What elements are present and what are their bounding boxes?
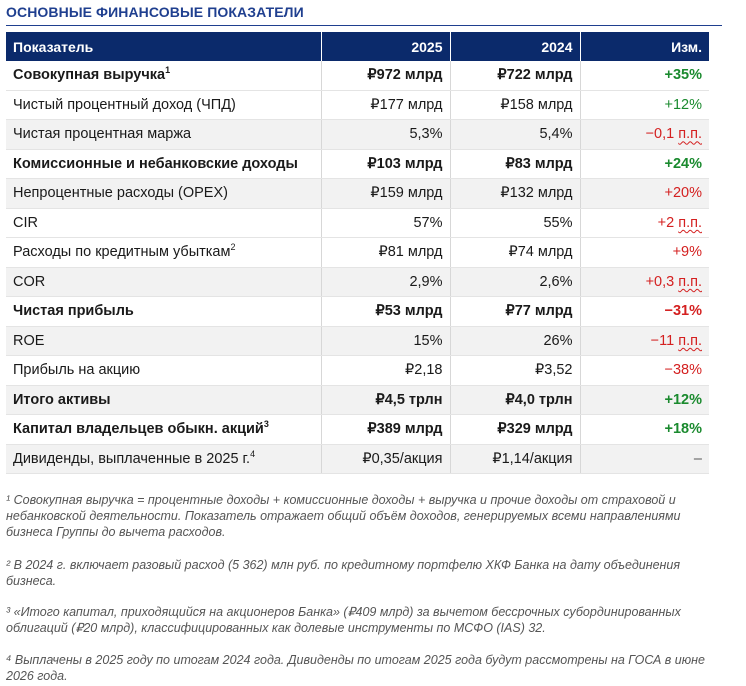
value-2024: ₽1,14/акция — [450, 444, 580, 474]
row-label — [6, 238, 321, 268]
value-2024: 55% — [450, 208, 580, 238]
change-value — [580, 297, 709, 327]
row-label — [6, 326, 321, 356]
value-2024: ₽4,0 трлн — [450, 385, 580, 415]
row-label-text: Прибыль на акцию — [13, 362, 141, 379]
change-number: −11 — [650, 332, 679, 349]
table-row — [6, 415, 709, 445]
change-number: +0,3 — [645, 273, 679, 290]
change-number: +18% — [664, 421, 702, 438]
table-row — [6, 385, 709, 415]
footnote-4: ⁴ Выплачены в 2025 году по итогам 2024 года. Дивиденды по итогам 2025 года будут рассмотрены на ГОСА в июне 2026 года. — [6, 653, 705, 683]
change-number: – — [693, 450, 702, 467]
footnote-marker: 1 — [165, 65, 171, 76]
change-number: +2 — [657, 214, 679, 231]
row-label — [6, 415, 321, 445]
row-label — [6, 179, 321, 209]
section-title: ОСНОВНЫЕ ФИНАНСОВЫЕ ПОКАЗАТЕЛИ — [6, 4, 304, 20]
change-value — [580, 61, 709, 90]
table-row — [6, 356, 709, 386]
value-2024: 5,4% — [450, 120, 580, 150]
change-value — [580, 444, 709, 474]
row-label-text: Итого активы — [13, 391, 111, 408]
row-label-text: CIR — [13, 214, 38, 231]
row-label — [6, 385, 321, 415]
row-label-text: Чистая прибыль — [13, 303, 134, 320]
change-number: +35% — [664, 67, 702, 84]
change-number: +20% — [664, 185, 702, 202]
value-2025: 57% — [321, 208, 450, 238]
row-label — [6, 149, 321, 179]
column-header-change: Изм. — [580, 32, 709, 61]
value-2024: ₽722 млрд — [450, 61, 580, 90]
table-row — [6, 90, 709, 120]
table-row — [6, 297, 709, 327]
change-value — [580, 326, 709, 356]
change-unit: п.п. — [678, 126, 702, 143]
table-header-row — [6, 32, 709, 61]
row-label — [6, 208, 321, 238]
row-label — [6, 61, 321, 90]
value-2025: 15% — [321, 326, 450, 356]
table-row — [6, 238, 709, 268]
change-number: +24% — [664, 155, 702, 172]
change-value — [580, 385, 709, 415]
footnote-marker: 2 — [230, 242, 236, 253]
footnote-1: ¹ Совокупная выручка = процентные доходы + комиссионные доходы + выручка и прочие доходы от страховой и небанковской деятельности. Показатель отражает общий объём доходов, генерируемых всеми направлениями бизнеса Группы до вычета расходов. — [6, 493, 681, 539]
row-label-text: Комиссионные и небанковские доходы — [13, 155, 298, 172]
value-2024: 26% — [450, 326, 580, 356]
value-2025: 5,3% — [321, 120, 450, 150]
value-2025: ₽389 млрд — [321, 415, 450, 445]
column-header-indicator: Показатель — [6, 32, 321, 61]
value-2025: ₽159 млрд — [321, 179, 450, 209]
value-2024: ₽74 млрд — [450, 238, 580, 268]
value-2024: ₽83 млрд — [450, 149, 580, 179]
table-row — [6, 120, 709, 150]
change-unit: п.п. — [678, 214, 702, 231]
value-2025: ₽103 млрд — [321, 149, 450, 179]
change-unit: п.п. — [678, 273, 702, 290]
row-label-text: COR — [13, 273, 46, 290]
row-label-text: Чистая процентная маржа — [13, 126, 192, 143]
change-value — [580, 208, 709, 238]
table-row — [6, 179, 709, 209]
footnote-3: ³ «Итого капитал, приходящийся на акционеров Банка» (₽409 млрд) за вычетом бессрочных субординированных облигаций (₽20 млрд), классифицированных как долевые инструменты по МСФО (IAS) 32. — [6, 605, 681, 635]
change-number: +12% — [664, 391, 702, 408]
table-row — [6, 61, 709, 90]
change-value — [580, 149, 709, 179]
change-value — [580, 267, 709, 297]
table-row — [6, 149, 709, 179]
change-number: +12% — [664, 96, 702, 113]
table-row — [6, 444, 709, 474]
value-2025: ₽53 млрд — [321, 297, 450, 327]
row-label-text: Чистый процентный доход (ЧПД) — [13, 96, 236, 113]
row-label — [6, 444, 321, 474]
value-2024: ₽77 млрд — [450, 297, 580, 327]
change-number: −31% — [664, 303, 702, 320]
value-2024: 2,6% — [450, 267, 580, 297]
value-2025: 2,9% — [321, 267, 450, 297]
footnote-marker: 3 — [263, 419, 269, 430]
row-label — [6, 297, 321, 327]
value-2024: ₽132 млрд — [450, 179, 580, 209]
financial-indicators-table — [6, 32, 709, 474]
value-2025: ₽81 млрд — [321, 238, 450, 268]
row-label-text: Капитал владельцев обыкн. акций — [13, 421, 264, 438]
change-number: −0,1 — [645, 126, 679, 143]
value-2024: ₽3,52 — [450, 356, 580, 386]
row-label-text: ROE — [13, 332, 45, 349]
change-value — [580, 415, 709, 445]
row-label — [6, 90, 321, 120]
change-value — [580, 90, 709, 120]
table-row — [6, 326, 709, 356]
row-label — [6, 120, 321, 150]
value-2025: ₽4,5 трлн — [321, 385, 450, 415]
change-value — [580, 120, 709, 150]
footnote-2: ² В 2024 г. включает разовый расход (5 362) млн руб. по кредитному портфелю ХКФ Банка на дату объединения бизнеса. — [6, 558, 681, 588]
value-2024: ₽158 млрд — [450, 90, 580, 120]
row-label — [6, 267, 321, 297]
change-unit: п.п. — [678, 332, 702, 349]
change-value — [580, 238, 709, 268]
row-label-text: Совокупная выручка — [13, 67, 166, 84]
value-2025: ₽0,35/акция — [321, 444, 450, 474]
change-number: +9% — [672, 244, 702, 261]
row-label-text: Дивиденды, выплаченные в 2025 г. — [13, 450, 251, 467]
row-label — [6, 356, 321, 386]
title-divider — [6, 25, 722, 26]
value-2025: ₽2,18 — [321, 356, 450, 386]
value-2024: ₽329 млрд — [450, 415, 580, 445]
change-value — [580, 179, 709, 209]
value-2025: ₽972 млрд — [321, 61, 450, 90]
row-label-text: Расходы по кредитным убыткам — [13, 244, 231, 261]
change-number: −38% — [664, 362, 702, 379]
column-header-2025: 2025 — [321, 32, 450, 61]
table-row — [6, 267, 709, 297]
footnote-marker: 4 — [250, 448, 256, 459]
table-row — [6, 208, 709, 238]
column-header-2024: 2024 — [450, 32, 580, 61]
change-value — [580, 356, 709, 386]
value-2025: ₽177 млрд — [321, 90, 450, 120]
row-label-text: Непроцентные расходы (OPEX) — [13, 185, 228, 202]
